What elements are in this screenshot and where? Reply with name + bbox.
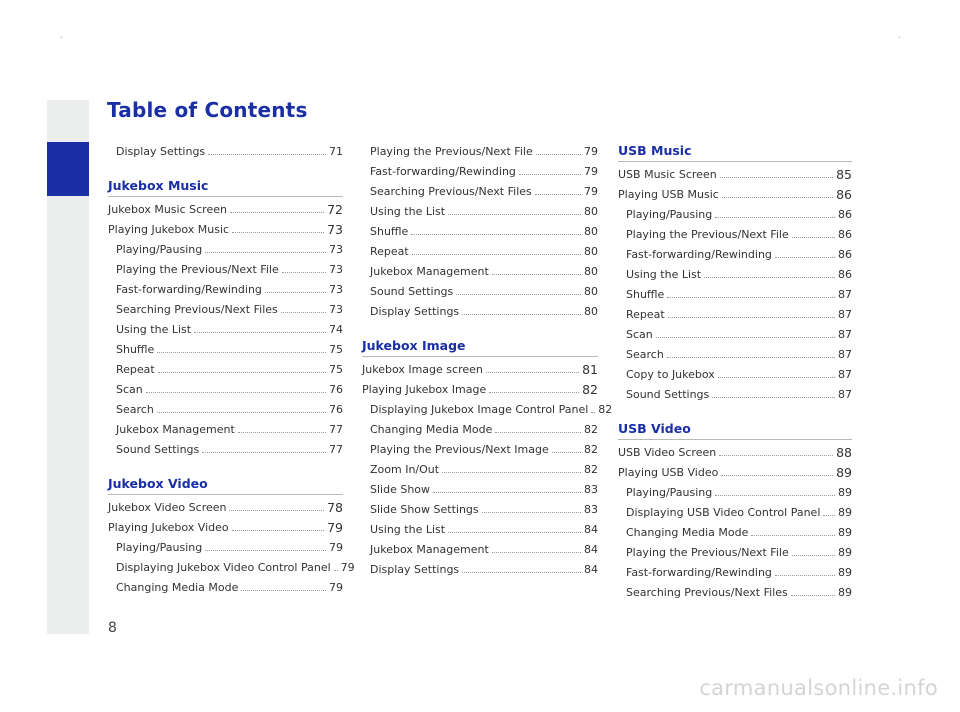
dot-leader: [715, 495, 835, 496]
toc-entry[interactable]: [618, 385, 852, 405]
dot-leader: [791, 595, 835, 596]
toc-entry-label: Fast-forwarding/Rewinding: [626, 566, 772, 579]
toc-entry-label: Searching Previous/Next Files: [626, 586, 788, 599]
toc-entry[interactable]: [362, 202, 598, 222]
toc-entry-label: Playing Jukebox Music: [108, 223, 230, 236]
toc-entry-page: 79: [329, 541, 343, 554]
toc-entry-page: 82: [584, 463, 598, 476]
toc-entry[interactable]: [618, 463, 852, 483]
toc-entry-page: 80: [584, 285, 598, 298]
toc-entry[interactable]: [108, 360, 343, 380]
toc-entry-page: 79: [584, 145, 598, 158]
toc-entry-page: 80: [584, 305, 598, 318]
dot-leader: [792, 237, 835, 238]
toc-entry-page: 84: [584, 523, 598, 536]
toc-entry[interactable]: [618, 205, 852, 225]
toc-entry-page: 89: [836, 465, 852, 480]
toc-entry-label: Playing Jukebox Video: [108, 521, 229, 534]
dot-leader: [229, 510, 324, 511]
dot-leader: [208, 154, 326, 155]
dot-leader: [535, 194, 581, 195]
toc-entry[interactable]: [362, 262, 598, 282]
toc-entry[interactable]: [618, 245, 852, 265]
dot-leader: [718, 377, 835, 378]
toc-entry[interactable]: [362, 400, 613, 420]
dot-leader: [719, 455, 833, 456]
toc-entry[interactable]: [362, 540, 598, 560]
toc-entry-label: Playing/Pausing: [116, 243, 203, 256]
dot-leader: [411, 234, 581, 235]
toc-entry[interactable]: [362, 222, 598, 242]
dot-leader: [751, 535, 835, 536]
toc-entry-page: 73: [329, 263, 343, 276]
toc-entry[interactable]: [108, 400, 343, 420]
toc-entry[interactable]: [362, 520, 598, 540]
toc-entry-page: 89: [838, 506, 852, 519]
dot-leader: [721, 475, 833, 476]
toc-entry[interactable]: [362, 380, 598, 400]
dot-leader: [194, 332, 326, 333]
toc-entry[interactable]: [618, 165, 852, 185]
toc-entry-label: Using the List: [116, 323, 192, 336]
section-heading: USB Music: [618, 142, 852, 162]
toc-entry-page: 79: [327, 520, 343, 535]
toc-entry[interactable]: [362, 360, 598, 380]
toc-entry-page: 89: [838, 586, 852, 599]
toc-entry-page: 87: [838, 328, 852, 341]
dot-leader: [823, 515, 835, 516]
dot-leader: [722, 197, 833, 198]
toc-entry-label: Shuffle: [116, 343, 155, 356]
toc-entry[interactable]: [108, 280, 343, 300]
toc-entry-label: Playing the Previous/Next File: [370, 145, 533, 158]
toc-entry[interactable]: [618, 543, 852, 563]
toc-entry[interactable]: [108, 518, 343, 538]
toc-entry-page: 82: [584, 443, 598, 456]
toc-entry-page: 80: [584, 225, 598, 238]
toc-entry-label: Playing USB Video: [618, 466, 719, 479]
toc-entry-page: 73: [327, 222, 343, 237]
toc-entry-page: 73: [329, 243, 343, 256]
dot-leader: [282, 272, 326, 273]
toc-entry-label: Playing/Pausing: [626, 486, 713, 499]
toc-entry-label: Playing the Previous/Next Image: [370, 443, 549, 456]
toc-entry-page: 80: [584, 205, 598, 218]
crop-mark-right: .: [898, 31, 901, 41]
toc-entry-label: Playing the Previous/Next File: [626, 228, 789, 241]
toc-entry-page: 89: [838, 526, 852, 539]
toc-entry-label: Changing Media Mode: [370, 423, 493, 436]
toc-entry[interactable]: [618, 265, 852, 285]
toc-entry[interactable]: [618, 325, 852, 345]
dot-leader: [715, 217, 835, 218]
dot-leader: [712, 397, 835, 398]
toc-entry-label: Display Settings: [370, 563, 460, 576]
toc-entry[interactable]: [108, 200, 343, 220]
watermark: carmanualsonline.info: [699, 676, 938, 700]
dot-leader: [442, 472, 581, 473]
toc-entry-page: 79: [584, 185, 598, 198]
toc-entry[interactable]: [362, 440, 598, 460]
section-gap: [362, 322, 598, 337]
toc-entry-page: 77: [329, 423, 343, 436]
toc-entry-label: Using the List: [626, 268, 702, 281]
toc-entry-label: Jukebox Management: [116, 423, 235, 436]
dot-leader: [448, 214, 581, 215]
toc-entry[interactable]: [362, 560, 598, 580]
dot-leader: [792, 555, 835, 556]
dot-leader: [232, 530, 324, 531]
toc-entry-label: Searching Previous/Next Files: [370, 185, 532, 198]
toc-entry-page: 84: [584, 563, 598, 576]
toc-entry-label: Search: [116, 403, 154, 416]
dot-leader: [482, 512, 581, 513]
toc-entry-page: 87: [838, 288, 852, 301]
toc-entry-label: Displaying USB Video Control Panel: [626, 506, 821, 519]
dot-leader: [334, 570, 338, 571]
toc-entry[interactable]: [108, 498, 343, 518]
toc-entry-page: 73: [329, 303, 343, 316]
toc-entry-label: Using the List: [370, 523, 446, 536]
dot-leader: [157, 412, 326, 413]
toc-entry[interactable]: [108, 300, 343, 320]
toc-entry-label: Playing the Previous/Next File: [626, 546, 789, 559]
dot-leader: [656, 337, 835, 338]
dot-leader: [433, 492, 581, 493]
dot-leader: [489, 392, 579, 393]
toc-entry-page: 86: [838, 248, 852, 261]
toc-entry-label: Fast-forwarding/Rewinding: [370, 165, 516, 178]
dot-leader: [552, 452, 581, 453]
dot-leader: [146, 392, 326, 393]
toc-entry-label: Displaying Jukebox Image Control Panel: [370, 403, 589, 416]
dot-leader: [720, 177, 833, 178]
toc-entry-page: 74: [329, 323, 343, 336]
toc-entry-page: 84: [584, 543, 598, 556]
toc-entry[interactable]: [362, 142, 598, 162]
toc-entry-label: Display Settings: [370, 305, 460, 318]
toc-entry[interactable]: [362, 302, 598, 322]
toc-entry-page: 76: [329, 383, 343, 396]
toc-entry[interactable]: [108, 260, 343, 280]
toc-entry-label: Playing/Pausing: [116, 541, 203, 554]
toc-entry-page: 71: [329, 145, 343, 158]
dot-leader: [492, 552, 581, 553]
toc-entry-label: Repeat: [116, 363, 155, 376]
toc-entry-page: 75: [329, 343, 343, 356]
dot-leader: [668, 317, 835, 318]
section-heading: Jukebox Image: [362, 337, 598, 357]
crop-mark-left: .: [60, 31, 63, 41]
dot-leader: [667, 357, 835, 358]
toc-entry[interactable]: [362, 420, 598, 440]
toc-entry-page: 86: [838, 268, 852, 281]
toc-entry-page: 86: [838, 228, 852, 241]
toc-entry-label: Displaying Jukebox Video Control Panel: [116, 561, 331, 574]
toc-entry-label: Jukebox Management: [370, 543, 489, 556]
toc-entry-label: Changing Media Mode: [116, 581, 239, 594]
dot-leader: [448, 532, 581, 533]
toc-entry[interactable]: [108, 538, 343, 558]
toc-entry[interactable]: [618, 305, 852, 325]
section-gap: [108, 162, 343, 177]
toc-entry-page: 89: [838, 546, 852, 559]
toc-entry[interactable]: [618, 345, 852, 365]
toc-entry[interactable]: [362, 282, 598, 302]
page-title: Table of Contents: [107, 98, 308, 122]
toc-entry-page: 77: [329, 443, 343, 456]
section-heading: USB Video: [618, 420, 852, 440]
toc-entry-page: 87: [838, 308, 852, 321]
toc-entry-label: Scan: [626, 328, 653, 341]
toc-column-2: [362, 142, 613, 580]
dot-leader: [704, 277, 835, 278]
dot-leader: [158, 372, 326, 373]
section-gap: [618, 405, 852, 420]
toc-entry-page: 89: [838, 486, 852, 499]
toc-entry-page: 80: [584, 265, 598, 278]
toc-entry-page: 85: [836, 167, 852, 182]
toc-entry-label: Changing Media Mode: [626, 526, 749, 539]
toc-entry[interactable]: [108, 320, 343, 340]
toc-entry-page: 79: [584, 165, 598, 178]
toc-entry-page: 79: [329, 581, 343, 594]
dot-leader: [462, 314, 581, 315]
page-number: 8: [108, 620, 117, 636]
toc-entry-page: 89: [838, 566, 852, 579]
toc-entry[interactable]: [618, 503, 852, 523]
toc-entry[interactable]: [362, 460, 598, 480]
section-heading: Jukebox Video: [108, 475, 343, 495]
dot-leader: [412, 254, 581, 255]
dot-leader: [462, 572, 581, 573]
dot-leader: [495, 432, 581, 433]
toc-entry-label: Searching Previous/Next Files: [116, 303, 278, 316]
dot-leader: [456, 294, 581, 295]
dot-leader: [232, 232, 324, 233]
toc-entry[interactable]: [618, 443, 852, 463]
toc-entry-label: Sound Settings: [116, 443, 200, 456]
toc-entry-label: Copy to Jukebox: [626, 368, 715, 381]
dot-leader: [591, 412, 595, 413]
toc-entry-label: Slide Show: [370, 483, 431, 496]
toc-entry[interactable]: [108, 380, 343, 400]
dot-leader: [775, 575, 835, 576]
toc-entry[interactable]: [618, 563, 852, 583]
section-heading: Jukebox Music: [108, 177, 343, 197]
dot-leader: [265, 292, 326, 293]
dot-leader: [202, 452, 326, 453]
dot-leader: [667, 297, 835, 298]
toc-entry-page: 80: [584, 245, 598, 258]
toc-entry-page: 78: [327, 500, 343, 515]
toc-entry[interactable]: [362, 182, 598, 202]
toc-entry-label: Jukebox Video Screen: [108, 501, 227, 514]
toc-entry[interactable]: [618, 185, 852, 205]
toc-entry[interactable]: [108, 142, 343, 162]
toc-entry[interactable]: [108, 558, 355, 578]
toc-entry-page: 87: [838, 388, 852, 401]
toc-entry[interactable]: [362, 480, 598, 500]
toc-entry-page: 76: [329, 403, 343, 416]
dot-leader: [241, 590, 326, 591]
dot-leader: [157, 352, 326, 353]
dot-leader: [492, 274, 581, 275]
toc-entry[interactable]: [108, 220, 343, 240]
dot-leader: [238, 432, 326, 433]
section-tab-marker: [47, 142, 89, 196]
toc-entry-page: 86: [836, 187, 852, 202]
toc-entry-label: Search: [626, 348, 664, 361]
dot-leader: [536, 154, 581, 155]
toc-entry-label: Jukebox Image screen: [362, 363, 483, 376]
toc-entry[interactable]: [618, 483, 852, 503]
dot-leader: [205, 252, 326, 253]
toc-entry[interactable]: [618, 583, 852, 603]
toc-entry-label: Shuffle: [370, 225, 409, 238]
dot-leader: [281, 312, 326, 313]
toc-entry-label: Sound Settings: [370, 285, 454, 298]
toc-entry-label: Repeat: [626, 308, 665, 321]
toc-entry[interactable]: [108, 440, 343, 460]
toc-column-1: [108, 142, 355, 598]
toc-entry-page: 82: [582, 382, 598, 397]
toc-entry-label: Playing USB Music: [618, 188, 719, 201]
toc-entry-page: 72: [327, 202, 343, 217]
toc-entry-page: 83: [584, 503, 598, 516]
section-gap: [108, 460, 343, 475]
toc-entry-label: Playing Jukebox Image: [362, 383, 487, 396]
dot-leader: [205, 550, 326, 551]
dot-leader: [486, 372, 579, 373]
toc-entry-page: 83: [584, 483, 598, 496]
toc-entry-label: Jukebox Management: [370, 265, 489, 278]
dot-leader: [230, 212, 324, 213]
toc-entry[interactable]: [618, 365, 852, 385]
toc-entry[interactable]: [618, 225, 852, 245]
toc-entry-page: 82: [598, 403, 613, 416]
toc-entry-label: Shuffle: [626, 288, 665, 301]
toc-entry-label: Scan: [116, 383, 143, 396]
toc-entry[interactable]: [108, 420, 343, 440]
toc-entry-label: Playing/Pausing: [626, 208, 713, 221]
dot-leader: [775, 257, 835, 258]
toc-entry[interactable]: [108, 578, 343, 598]
toc-entry[interactable]: [108, 240, 343, 260]
toc-entry[interactable]: [362, 162, 598, 182]
toc-entry-label: Repeat: [370, 245, 409, 258]
toc-entry[interactable]: [108, 340, 343, 360]
toc-entry-page: 73: [329, 283, 343, 296]
toc-entry-label: Sound Settings: [626, 388, 710, 401]
toc-entry[interactable]: [362, 242, 598, 262]
toc-entry-label: USB Video Screen: [618, 446, 717, 459]
toc-entry-page: 81: [582, 362, 598, 377]
toc-entry[interactable]: [618, 523, 852, 543]
toc-entry-label: Zoom In/Out: [370, 463, 440, 476]
toc-entry-label: Fast-forwarding/Rewinding: [116, 283, 262, 296]
toc-entry-label: Jukebox Music Screen: [108, 203, 227, 216]
toc-entry-label: USB Music Screen: [618, 168, 717, 181]
toc-entry-page: 87: [838, 348, 852, 361]
toc-column-3: [618, 142, 852, 603]
dot-leader: [519, 174, 581, 175]
toc-entry[interactable]: [618, 285, 852, 305]
toc-entry-page: 79: [340, 561, 355, 574]
toc-entry-label: Using the List: [370, 205, 446, 218]
toc-entry-page: 87: [838, 368, 852, 381]
toc-entry-page: 86: [838, 208, 852, 221]
toc-entry-page: 75: [329, 363, 343, 376]
toc-entry-label: Fast-forwarding/Rewinding: [626, 248, 772, 261]
toc-entry-label: Slide Show Settings: [370, 503, 479, 516]
toc-entry-label: Playing the Previous/Next File: [116, 263, 279, 276]
toc-entry[interactable]: [362, 500, 598, 520]
toc-entry-page: 82: [584, 423, 598, 436]
toc-entry-page: 88: [836, 445, 852, 460]
toc-entry-label: Display Settings: [116, 145, 206, 158]
